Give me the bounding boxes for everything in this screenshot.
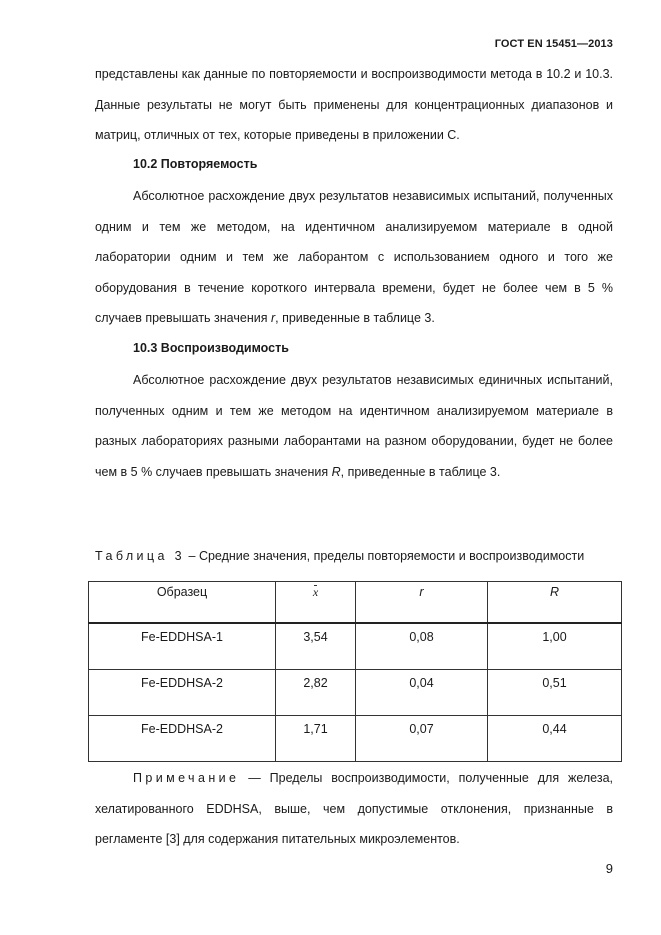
cell-sample: Fe-EDDHSA-2 [89, 716, 276, 762]
note-label: Примечание [133, 771, 240, 785]
cell-mean: 2,82 [276, 670, 356, 716]
cell-sample: Fe-EDDHSA-1 [89, 623, 276, 670]
table-header-row [89, 582, 622, 624]
header-mean [276, 582, 356, 624]
table-row [89, 670, 622, 716]
cell-reproducibility: 1,00 [488, 623, 622, 670]
repeatability-symbol: r [270, 311, 276, 325]
mean-x-symbol: x [312, 585, 319, 599]
cell-sample: Fe-EDDHSA-2 [89, 670, 276, 716]
cell-repeatability: 0,04 [356, 670, 488, 716]
cell-reproducibility: 0,51 [488, 670, 622, 716]
table-caption-label: Таблица 3 [95, 549, 186, 563]
note-paragraph [95, 763, 613, 855]
header-sample: Образец [89, 582, 276, 624]
reproducibility-symbol: R [331, 464, 341, 479]
page-number: 9 [605, 861, 613, 876]
table-row [89, 623, 622, 670]
results-table [88, 581, 622, 762]
table-row [89, 716, 622, 762]
cell-mean: 1,71 [276, 716, 356, 762]
repeatability-paragraph: Абсолютное расхождение двух результатов независимых испытаний, полученных одним и тем же методом, на идентичном анализируемом материале в одной лаборатории одним и тем же лаборантом с использованием одного и того же оборудования в течение короткого интервала времени, будет не более чем в 5 % случаев превышать значения r, приведенные в таблице 3. [95, 189, 613, 325]
document-header: ГОСТ EN 15451—2013 [494, 38, 613, 50]
cell-mean: 3,54 [276, 623, 356, 670]
note-text: — Пределы воспроизводимости, полученные для железа, хелатированного EDDHSA, выше, чем допустимые отклонения, признанные в регламенте [3] для содержания питательных микроэлементов. [95, 771, 613, 846]
cell-reproducibility: 0,44 [488, 716, 622, 762]
header-reproducibility: R [488, 582, 622, 624]
table-caption [95, 549, 615, 563]
cell-repeatability: 0,07 [356, 716, 488, 762]
table-caption-text: – Средние значения, пределы повторяемости и воспроизводимости [185, 549, 585, 563]
section-heading-reproducibility: 10.3 Воспроизводимость [133, 341, 289, 355]
header-repeatability: r [356, 582, 488, 624]
reproducibility-paragraph: Абсолютное расхождение двух результатов независимых единичных испытаний, полученных одним и тем же методом на идентичном анализируемом материале в разных лабораториях разными лаборантами на разном оборудовании, будет не более чем в 5 % случаев превышать значения R, приведенные в таблице 3. [95, 373, 613, 479]
section-heading-repeatability: 10.2 Повторяемость [133, 157, 258, 171]
intro-paragraph: представлены как данные по повторяемости и воспроизводимости метода в 10.2 и 10.3. Данные результаты не могут быть применены для концентрационных диапазонов и матриц, отличных от тех, которые приведены в приложении С. [95, 67, 613, 142]
cell-repeatability: 0,08 [356, 623, 488, 670]
